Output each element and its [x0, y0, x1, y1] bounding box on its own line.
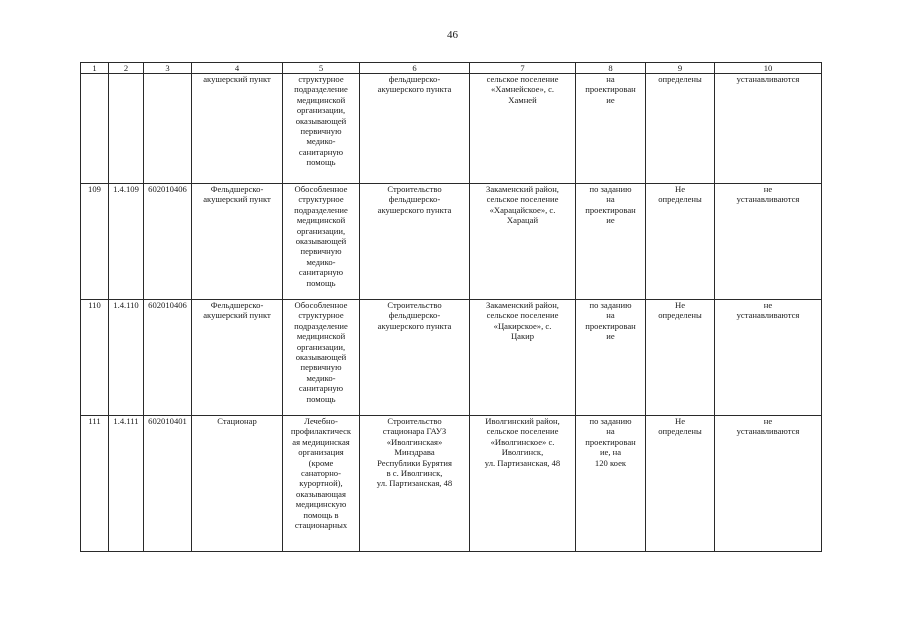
column-number-9: 9: [646, 63, 715, 74]
cell-code: 1.4.110: [109, 300, 144, 416]
cell-purpose: Обособленное структурное подразделение медицинской организации, оказывающей первичную медико- санитарную помощь: [283, 184, 360, 300]
column-number-8: 8: [576, 63, 646, 74]
cell-boundaries: устанавливаются: [715, 74, 822, 184]
table-row: [81, 184, 822, 300]
column-number-3: 3: [144, 63, 192, 74]
cell-location: сельское поселение «Хамнейское», с. Хамней: [470, 74, 576, 184]
column-number-10: 10: [715, 63, 822, 74]
cell-oktmo: 602010401: [144, 416, 192, 552]
cell-name: Строительство стационара ГАУЗ «Иволгинская» Минздрава Республики Бурятия в с. Иволгинск, ул. Партизанская, 48: [360, 416, 470, 552]
column-number-6: 6: [360, 63, 470, 74]
cell-location: Закаменский район, сельское поселение «Цакирское», с. Цакир: [470, 300, 576, 416]
column-number-4: 4: [192, 63, 283, 74]
cell-num: 111: [81, 416, 109, 552]
header-row: [81, 63, 822, 74]
cell-purpose: Обособленное структурное подразделение медицинской организации, оказывающей первичную медико- санитарную помощь: [283, 300, 360, 416]
cell-capacity: на проектирован ие: [576, 74, 646, 184]
cell-name: фельдшерско- акушерского пункта: [360, 74, 470, 184]
cell-num: 110: [81, 300, 109, 416]
register-table: [80, 62, 822, 552]
page-number: 46: [447, 29, 458, 41]
column-number-5: 5: [283, 63, 360, 74]
cell-boundaries: не устанавливаются: [715, 416, 822, 552]
cell-type: Фельдшерско- акушерский пункт: [192, 184, 283, 300]
cell-code: [109, 74, 144, 184]
cell-zone: Не определены: [646, 300, 715, 416]
cell-location: Закаменский район, сельское поселение «Харацайское», с. Харацай: [470, 184, 576, 300]
cell-code: 1.4.111: [109, 416, 144, 552]
cell-capacity: по заданию на проектирован ие, на 120 коек: [576, 416, 646, 552]
cell-capacity: по заданию на проектирован ие: [576, 300, 646, 416]
cell-zone: определены: [646, 74, 715, 184]
cell-boundaries: не устанавливаются: [715, 300, 822, 416]
table-row: [81, 74, 822, 184]
column-number-7: 7: [470, 63, 576, 74]
cell-type: Фельдшерско- акушерский пункт: [192, 300, 283, 416]
cell-purpose: структурное подразделение медицинской организации, оказывающей первичную медико- санитарную помощь: [283, 74, 360, 184]
cell-name: Строительство фельдшерско- акушерского пункта: [360, 300, 470, 416]
table-row: [81, 416, 822, 552]
cell-num: [81, 74, 109, 184]
cell-num: 109: [81, 184, 109, 300]
cell-location: Иволгинский район, сельское поселение «Иволгинское» с. Иволгинск, ул. Партизанская, 48: [470, 416, 576, 552]
cell-type: Стационар: [192, 416, 283, 552]
table-row: [81, 300, 822, 416]
cell-boundaries: не устанавливаются: [715, 184, 822, 300]
cell-oktmo: [144, 74, 192, 184]
cell-code: 1.4.109: [109, 184, 144, 300]
cell-zone: Не определены: [646, 184, 715, 300]
cell-capacity: по заданию на проектирован ие: [576, 184, 646, 300]
cell-oktmo: 602010406: [144, 300, 192, 416]
cell-name: Строительство фельдшерско- акушерского пункта: [360, 184, 470, 300]
cell-oktmo: 602010406: [144, 184, 192, 300]
column-number-1: 1: [81, 63, 109, 74]
cell-purpose: Лечебно- профилактическ ая медицинская организация (кроме санаторно- курортной), оказывающая медицинскую помощь в стационарных: [283, 416, 360, 552]
table-body: [81, 63, 822, 552]
cell-zone: Не определены: [646, 416, 715, 552]
column-number-2: 2: [109, 63, 144, 74]
cell-type: акушерский пункт: [192, 74, 283, 184]
